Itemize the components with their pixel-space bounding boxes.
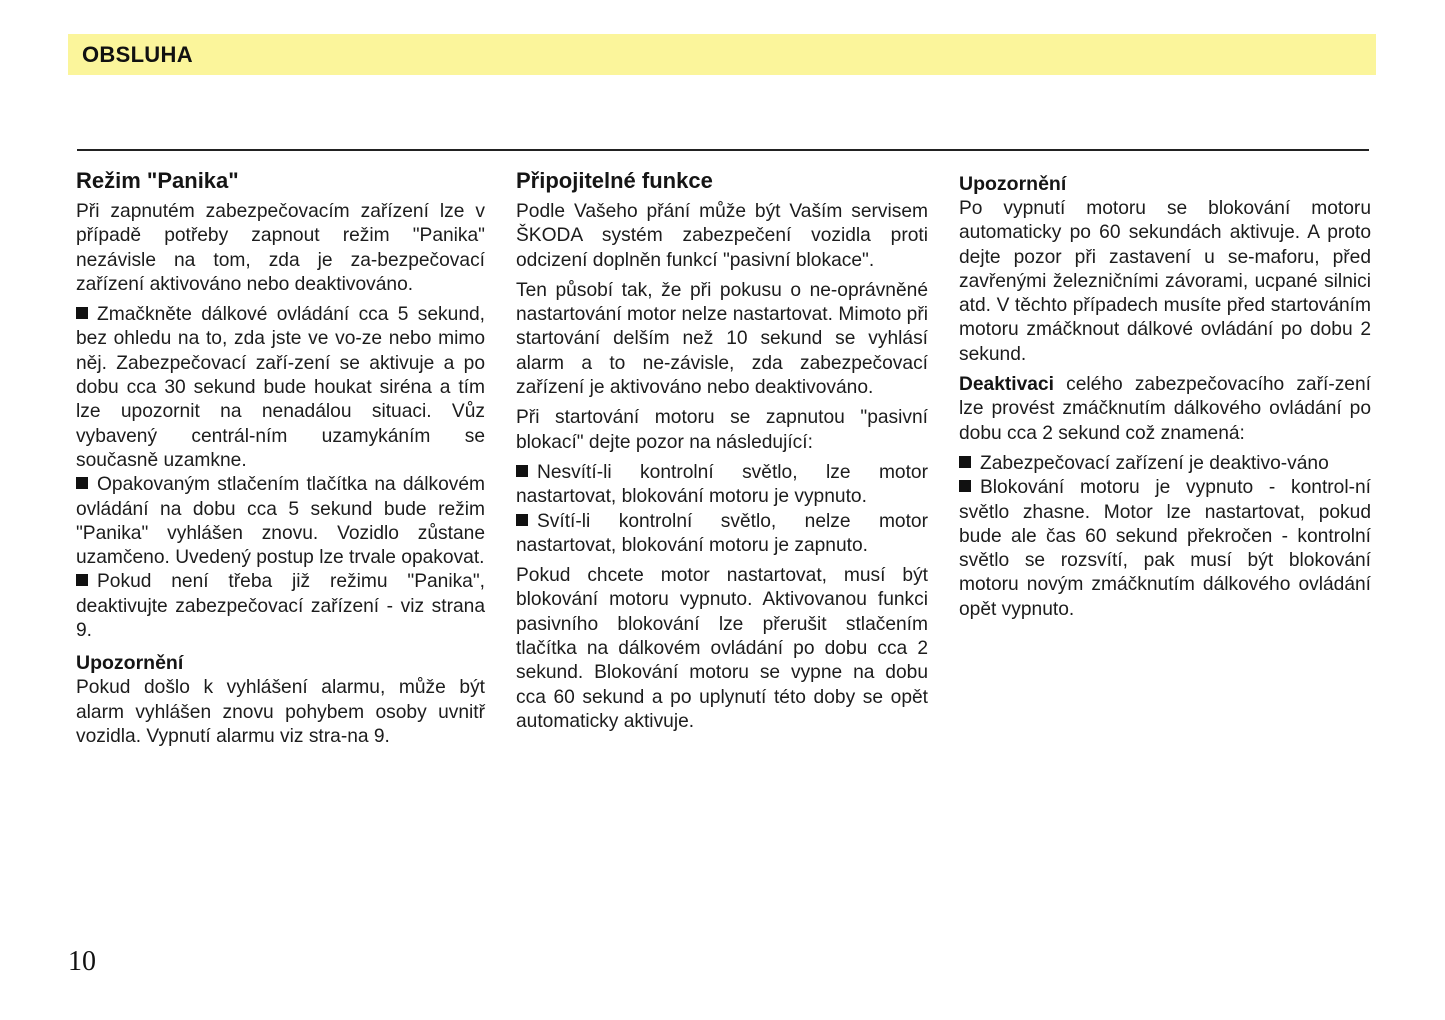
bullet-square-icon [516,465,528,477]
bullet-item: Svítí-li kontrolní světlo, nelze motor nastartovat, blokování motoru je zapnuto. [516,510,928,556]
heading-note: Upozornění [76,652,184,675]
bullet-item: Opakovaným stlačením tlačítka na dálkovém ovládání na dobu cca 5 sekund bude režim "Panika" vyhlášen znovu. Vozidlo zůstane uzamčeno. Uvedený postup lze trvale opakovat. [76,474,485,569]
bullet-item: Zabezpečovací zařízení je deaktivo-váno [959,452,1371,476]
bullet-item: Blokování motoru je vypnuto - kontrol-ní světlo zhasne. Motor lze nastartovat, pokud bude ale čas 60 sekund překročen - kontrolní světlo se rozsvítí, pak musí být blokování motoru novým zmáčknutím dálkového ovládání opět vypnuto. [959,477,1371,620]
paragraph-note: Pokud došlo k vyhlášení alarmu, může být alarm vyhlášen znovu pohybem osoby uvnitř vozidla. Vypnutí alarmu viz stra-na 9. [76,677,485,747]
paragraph-panic-intro: Při zapnutém zabezpečovacím zařízení lze v případě potřeby zapnout režim "Panika" nezávisle na tom, zda je za-bezpečovací zařízení aktivováno nebo deaktivováno. [76,201,485,295]
bullet-square-icon [76,477,88,489]
paragraph: Podle Vašeho přání může být Vaším servisem ŠKODA systém zabezpečení vozidla proti odcizení doplněn funkcí "pasivní blokace". [516,201,928,271]
column-panic-mode [76,166,485,755]
heading-optional-functions: Připojitelné funkce [516,168,713,193]
paragraph: Při startování motoru se zapnutou "pasivní blokací" dejte pozor na následující: [516,407,928,453]
paragraph: Ten působí tak, že při pokusu o ne-oprávněné nastartování motor nelze nastartovat. Mimoto při startování delším než 10 sekund se vyhlásí alarm a to ne-závisle, zda zabezpečovací zařízení je aktivováno nebo deaktivováno. [516,279,928,399]
heading-panic-mode: Režim "Panika" [76,168,239,193]
bullet-square-icon [76,574,88,586]
paragraph-note: Po vypnutí motoru se blokování motoru automaticky po 60 sekundách aktivuje. A proto dejte pozor při zastavení u se-maforu, před zavřenými železničními závorami, ucpané silnici atd. V těchto případech musíte před startováním motoru zmáčknout dálkové ovládání po dobu 2 sekund. [959,198,1371,365]
bullet-square-icon [959,456,971,468]
deactivation-keyword: Deaktivaci [959,374,1054,396]
bullet-square-icon [516,514,528,526]
page-number: 10 [68,946,96,977]
section-title: OBSLUHA [82,42,193,67]
bullet-square-icon [959,480,971,492]
column-warning [959,172,1371,622]
bullet-item: Zmačkněte dálkové ovládání cca 5 sekund, bez ohledu na to, zda jste ve vo-ze nebo mimo něj. Zabezpečovací zaří-zení se aktivuje a po dobu cca 30 sekund bude houkat siréna a tím lze upozornit na nenadálou situaci. Vůz vybavený centrál-ním uzamykáním se současně uzamkne. [76,304,485,471]
column-optional-functions [516,166,928,740]
section-header-bar [68,34,1376,75]
paragraph-closing: Pokud chcete motor nastartovat, musí být blokování motoru vypnuto. Aktivovanou funkci pasivního blokování lze přerušit stlačením tlačítka na dálkovém ovládání po dobu cca 2 sekund. Blokování motoru se vypne na dobu cca 60 sekund a po uplynutí této doby se opět automaticky aktivuje. [516,565,928,732]
bullet-item: Pokud není třeba již režimu "Panika", deaktivujte zabezpečovací zařízení - viz strana 9. [76,571,485,642]
bullet-square-icon [76,307,88,319]
paragraph-deactivation: Deaktivaci celého zabezpečovacího zaří-zení lze provést zmáčknutím dálkového ovládání po dobu cca 2 sekund což znamená: [959,374,1371,444]
horizontal-rule [77,149,1369,151]
bullet-item: Nesvítí-li kontrolní světlo, lze motor nastartovat, blokování motoru je vypnuto. [516,461,928,508]
heading-note: Upozornění [959,173,1067,195]
